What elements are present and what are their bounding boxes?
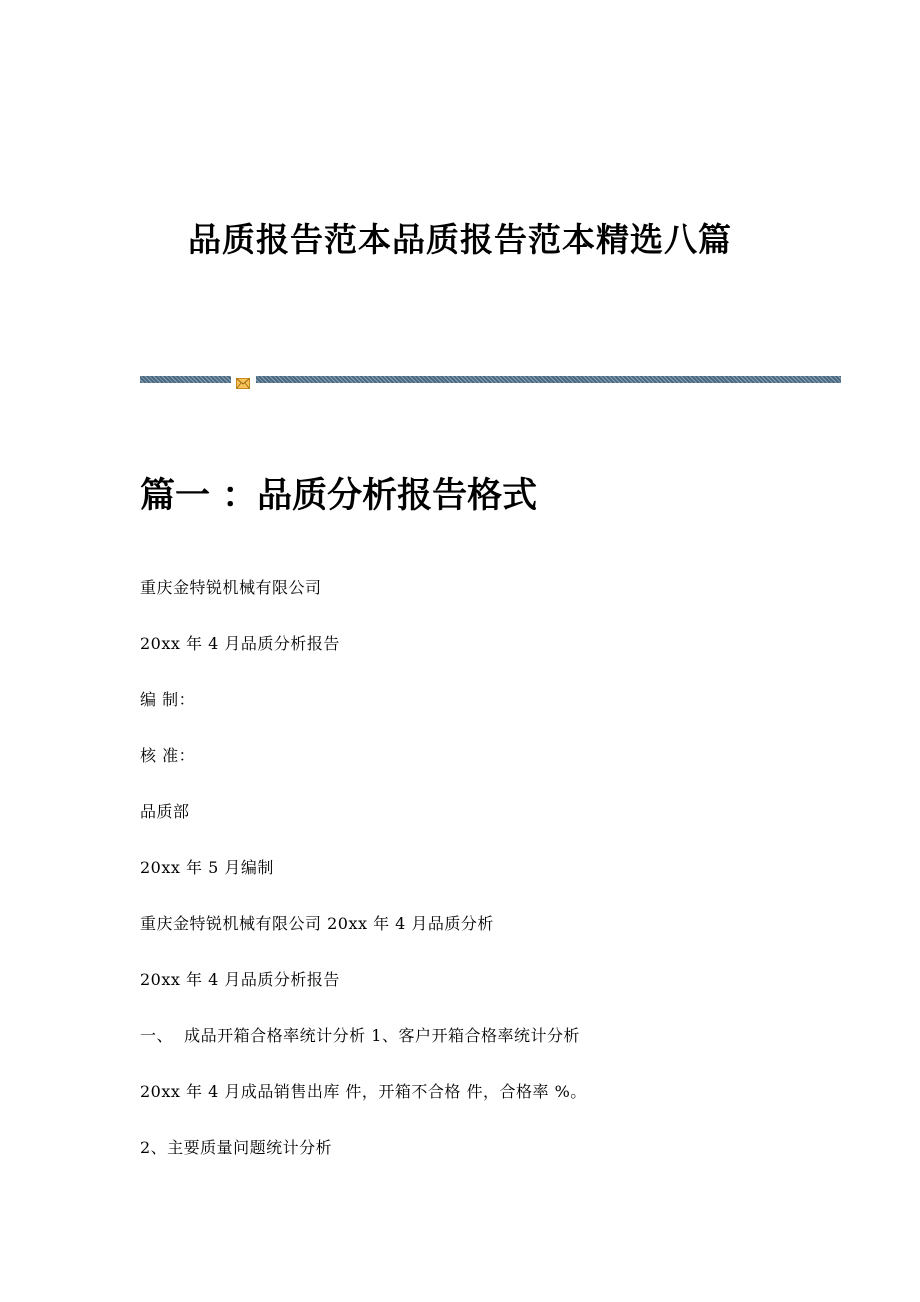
paragraph-approved-by: 核 准： — [140, 746, 196, 765]
paragraph-report-title: 20xx 年 4 月品质分析报告 — [140, 634, 340, 653]
document-title: 品质报告范本品质报告范本精选八篇 — [188, 220, 732, 259]
paragraph-prepared-date: 20xx 年 5 月编制 — [140, 858, 274, 877]
paragraph-department: 品质部 — [140, 802, 190, 821]
paragraph-company: 重庆金特锐机械有限公司 — [140, 578, 322, 597]
section-divider — [140, 374, 841, 384]
paragraph-pass-rate: 20xx 年 4 月成品销售出库 件，开箱不合格 件，合格率 %。 — [140, 1082, 587, 1101]
divider-bar-left — [140, 376, 231, 383]
paragraph-prepared-by: 编 制： — [140, 690, 196, 709]
envelope-icon — [236, 374, 250, 385]
divider-bar-right — [256, 376, 841, 383]
paragraph-company-analysis: 重庆金特锐机械有限公司 20xx 年 4 月品质分析 — [140, 914, 494, 933]
paragraph-section-two: 2、主要质量问题统计分析 — [140, 1138, 333, 1157]
paragraph-section-one: 一、 成品开箱合格率统计分析 1、客户开箱合格率统计分析 — [140, 1026, 580, 1045]
section-heading: 篇一 ：品质分析报告格式 — [140, 475, 538, 516]
paragraph-report-title-repeat: 20xx 年 4 月品质分析报告 — [140, 970, 340, 989]
